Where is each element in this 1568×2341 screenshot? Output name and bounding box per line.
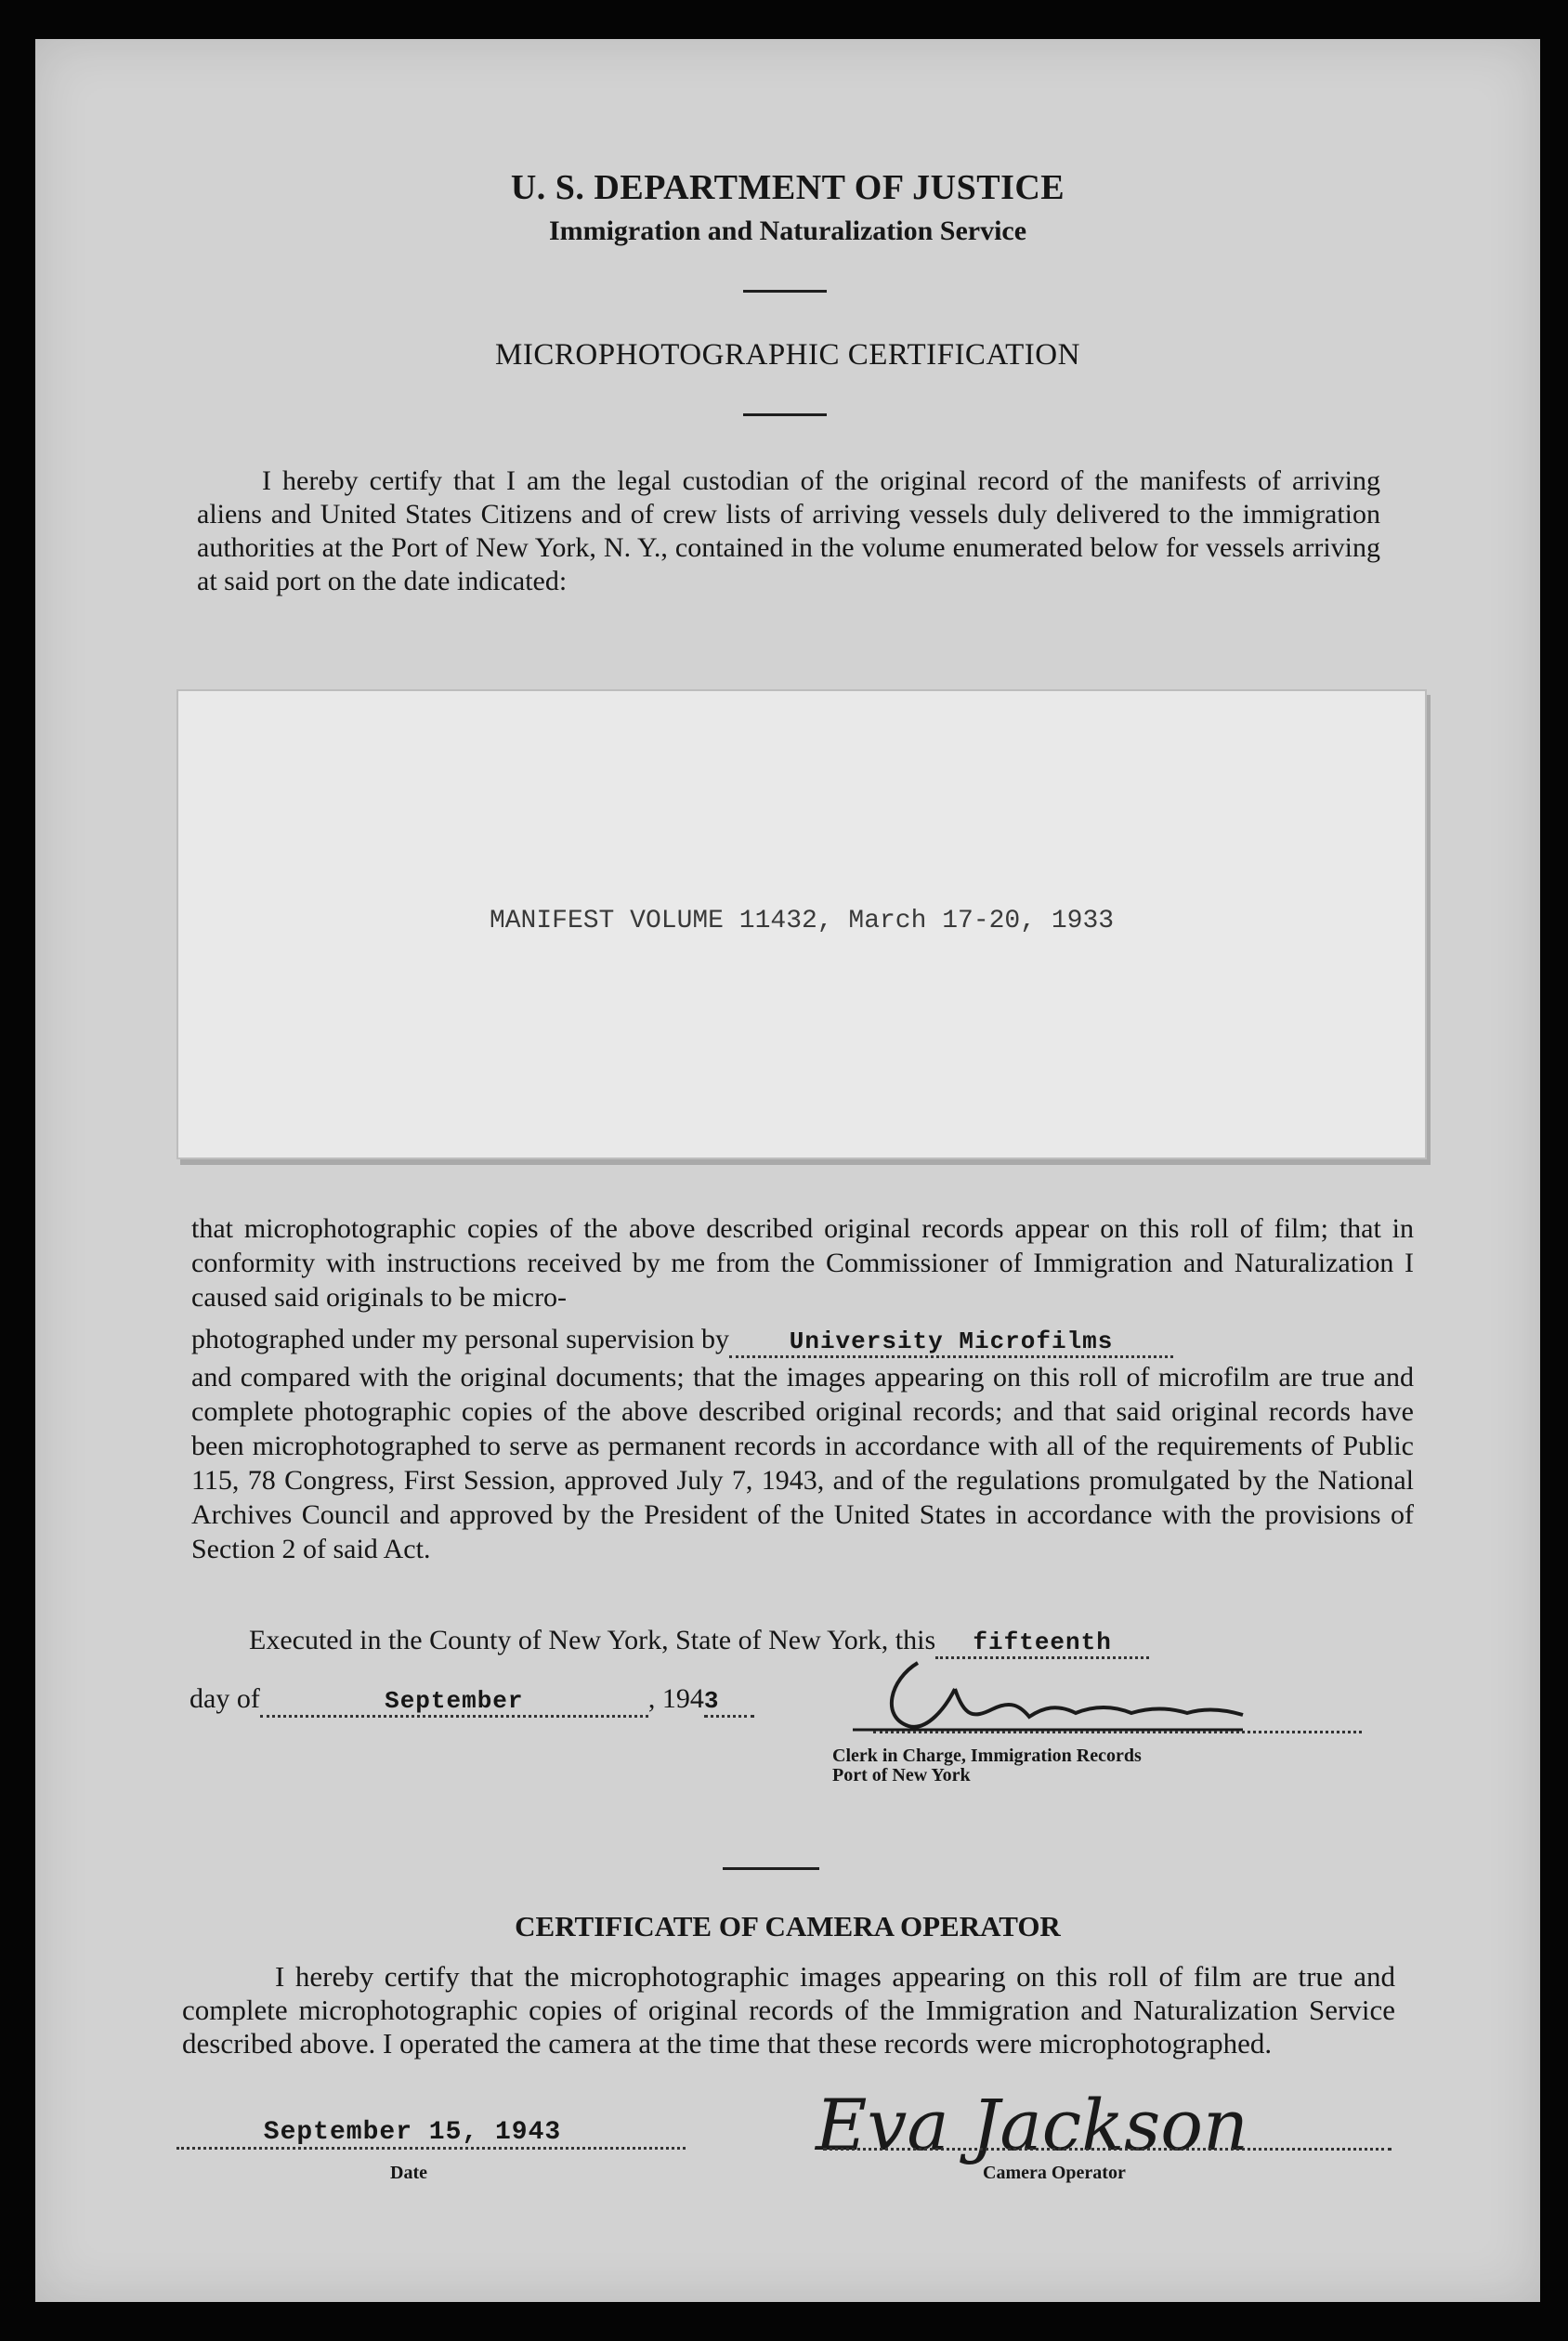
camera-paragraph: I hereby certify that the microphotographic images appearing on this roll of film are true and complete microphotographic copies of original records of the Immigration and Naturalization Service described above. I operated the camera at the time that these records were microphotographed. <box>182 1960 1395 2060</box>
day-value: fifteenth <box>935 1628 1149 1659</box>
year-prefix: , 194 <box>647 1683 704 1714</box>
clerk-title-line1: Clerk in Charge, Immigration Records <box>832 1746 1142 1766</box>
year-digit: 3 <box>704 1687 754 1718</box>
photographed-by-line <box>191 1324 1173 1358</box>
certificate-page <box>35 39 1540 2302</box>
camera-operator-line <box>823 2148 1392 2151</box>
divider <box>723 1867 819 1870</box>
camera-date-label: Date <box>390 2163 427 2183</box>
executed-prefix: Executed in the County of New York, State of New York, this <box>249 1625 936 1655</box>
operator-signature-text: Eva Jackson <box>816 2084 1248 2166</box>
camera-heading: CERTIFICATE OF CAMERA OPERATOR <box>515 1910 1061 1942</box>
clerk-signature-line <box>873 1731 1362 1733</box>
month-value: September <box>260 1687 648 1718</box>
divider <box>743 290 827 293</box>
certification-heading: MICROPHOTOGRAPHIC CERTIFICATION <box>495 338 1080 372</box>
camera-operator-label: Camera Operator <box>983 2163 1126 2183</box>
camera-date-line <box>176 2118 686 2150</box>
department-title: U. S. DEPARTMENT OF JUSTICE <box>510 168 1065 207</box>
manifest-volume-label: MANIFEST VOLUME 11432, March 17-20, 1933 <box>489 907 1115 935</box>
copies-paragraph: that microphotographic copies of the above described original records appear on this roll of film; that in conformity with instructions received by me from the Commissioner of Immigration and Naturalization I caused said originals to be micro- <box>191 1213 1414 1313</box>
date-line <box>189 1683 754 1718</box>
custodian-paragraph: I hereby certify that I am the legal custodian of the original record of the manifests of arriving aliens and United States Citizens and of crew lists of arriving vessels duly delivered to the immigration authorities at the Port of New York, N. Y., contained in the volume enumerated below for vessels arriving at said port on the date indicated: <box>197 465 1380 596</box>
clerk-title-line2: Port of New York <box>832 1765 971 1785</box>
photographer-value: University Microfilms <box>729 1327 1173 1358</box>
day-of-label: day of <box>189 1683 260 1714</box>
divider <box>743 413 827 416</box>
camera-date-value: September 15, 1943 <box>263 2118 562 2147</box>
compliance-paragraph: and compared with the original documents; that the images appearing on this roll of microfilm are true and complete photographic copies of the above described original records; and that said original records have been microphotographed to serve as permanent records in accordance with all of the requirements of Public 115, 78 Congress, First Session, approved July 7, 1943, and of the regulations promulgated by the National Archives Council and approved by the President of the United States in accordance with the provisions of Section 2 of said Act. <box>191 1362 1414 1564</box>
clerk-signature <box>853 1652 1373 1741</box>
volume-label-slip <box>176 689 1427 1159</box>
photographed-by-prefix: photographed under my personal supervision by <box>191 1324 730 1354</box>
service-subtitle: Immigration and Naturalization Service <box>548 216 1027 246</box>
